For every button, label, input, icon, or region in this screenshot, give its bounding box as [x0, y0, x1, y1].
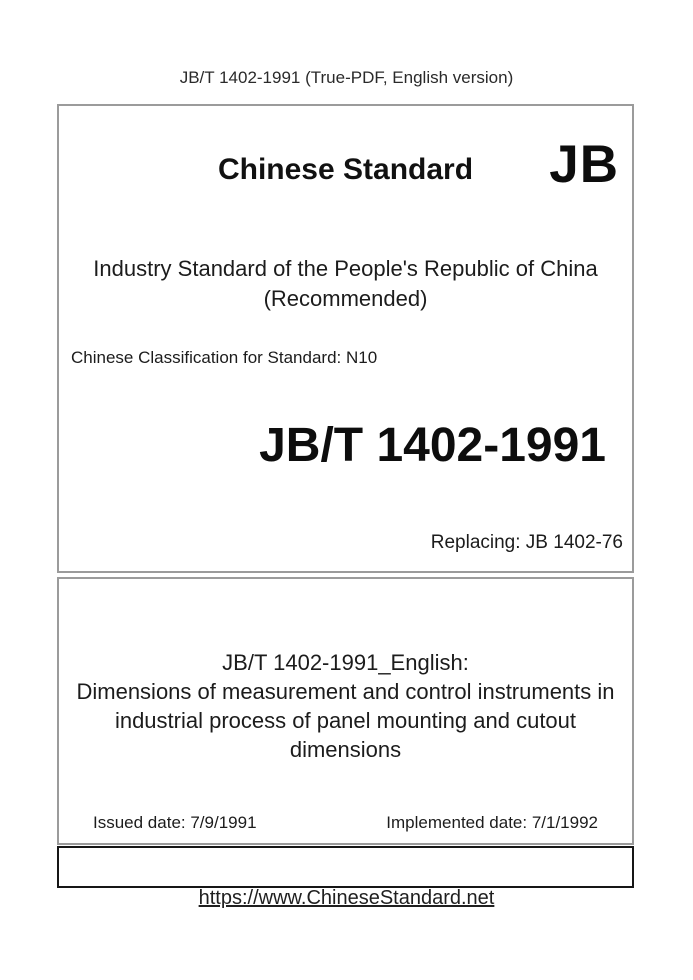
cover-box	[57, 104, 634, 573]
brand-title: Chinese Standard	[217, 153, 474, 186]
implemented-date: Implemented date: 7/1/1992	[386, 813, 598, 832]
footer	[0, 887, 693, 910]
doc-title-line-1: JB/T 1402-1991_English:	[222, 650, 469, 675]
footer-link[interactable]: https://www.ChineseStandard.net	[198, 887, 495, 909]
doc-title-line-2: Dimensions of measurement and control instruments in	[76, 679, 615, 704]
doc-title-block	[59, 648, 632, 764]
classification-line: Chinese Classification for Standard: N10	[71, 348, 378, 367]
page-header-text: JB/T 1402-1991 (True-PDF, English version)	[179, 68, 514, 87]
doc-title-line-3: industrial process of panel mounting and cutout dimensions	[114, 708, 577, 762]
details-box	[57, 577, 634, 845]
replacing-line: Replacing: JB 1402-76	[430, 532, 623, 553]
empty-box	[57, 846, 634, 888]
org-line-1: Industry Standard of the People's Republic of China	[93, 256, 598, 281]
dates-row	[93, 813, 598, 833]
issued-date: Issued date: 7/9/1991	[93, 813, 257, 832]
jb-logo: JB	[549, 135, 619, 194]
standard-code: JB/T 1402-1991	[259, 419, 606, 472]
org-line-2: (Recommended)	[263, 286, 428, 311]
org-block	[59, 254, 632, 314]
